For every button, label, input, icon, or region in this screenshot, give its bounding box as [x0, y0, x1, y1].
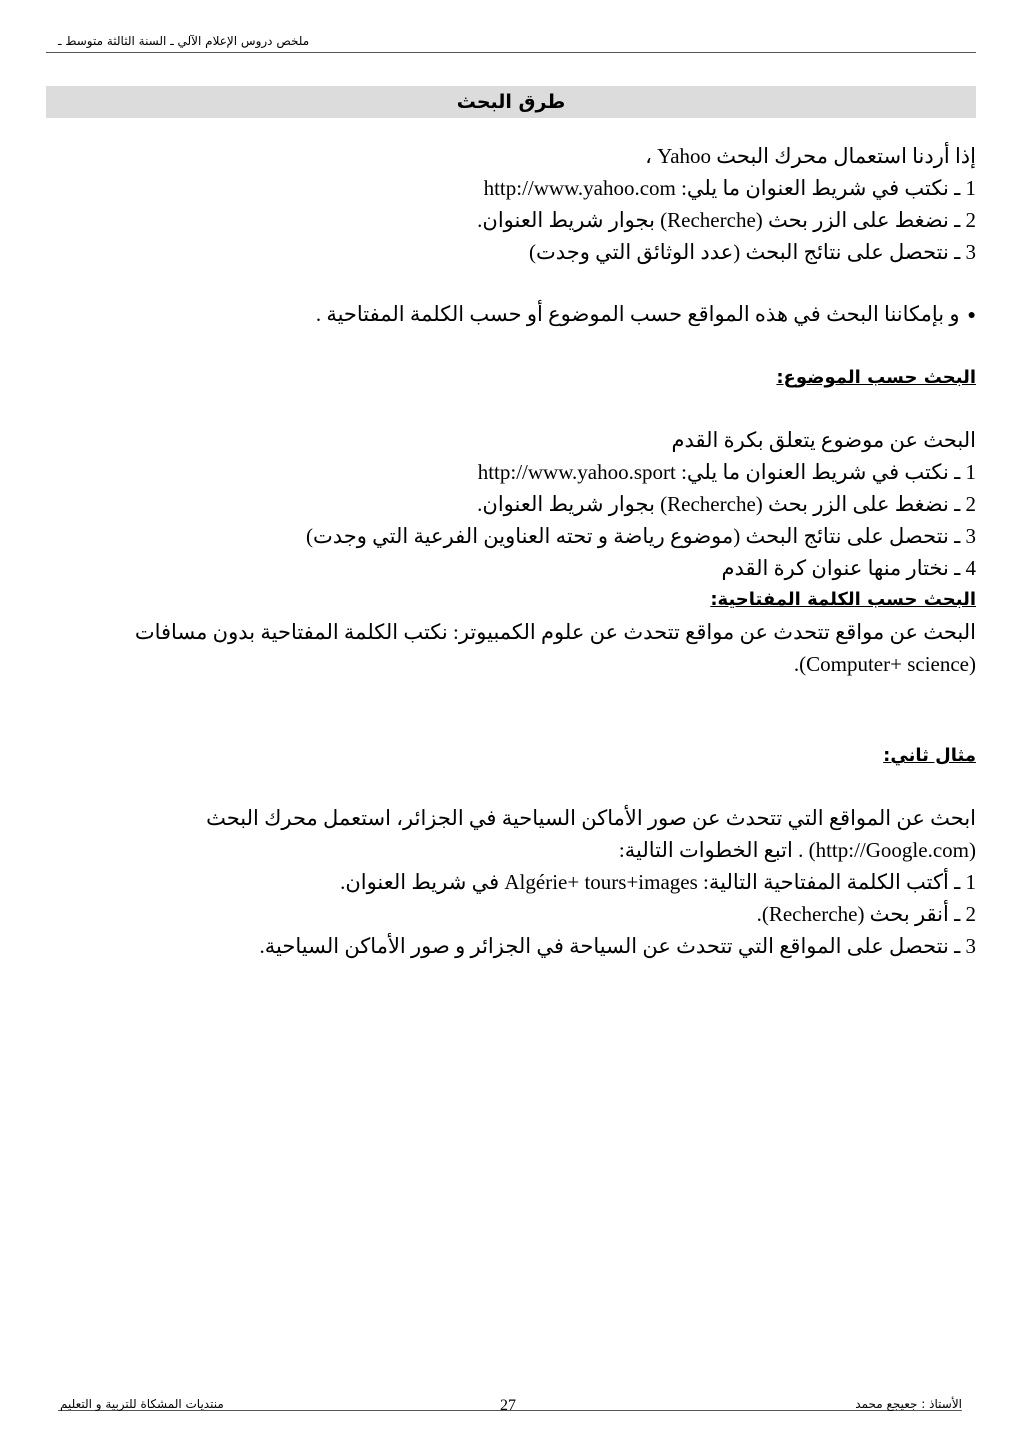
example-line: (http://Google.com) . اتبع الخطوات التالية:: [618, 838, 976, 863]
intro-line: 3 ـ نتحصل على نتائج البحث (عدد الوثائق التي وجدت): [528, 240, 976, 264]
page-title: طرق البحث: [46, 86, 976, 118]
example-line: ابحث عن المواقع التي تتحدث عن صور الأماكن السياحية في الجزائر، استعمل محرك البحث: [206, 806, 976, 831]
intro-line: 1 ـ نكتب في شريط العنوان ما يلي: http://www.yahoo.com: [483, 176, 976, 200]
example-line: 3 ـ نتحصل على المواقع التي تتحدث عن السياحة في الجزائر و صور الأماكن السياحية.: [259, 934, 976, 959]
section-heading-example: مثال ثاني:: [883, 745, 976, 767]
topic-line: 2 ـ نضغط على الزر بحث (Recherche) بجوار شريط العنوان.: [477, 492, 976, 517]
topic-line: 1 ـ نكتب في شريط العنوان ما يلي: http://www.yahoo.sport: [477, 460, 976, 485]
section-heading-topic: البحث حسب الموضوع:: [776, 367, 976, 389]
section-heading-keyword: البحث حسب الكلمة المفتاحية:: [710, 589, 976, 611]
bullet-text: و بإمكاننا البحث في هذه المواقع حسب الموضوع أو حسب الكلمة المفتاحية .: [315, 302, 960, 326]
intro-line: 2 ـ نضغط على الزر بحث (Recherche) بجوار شريط العنوان.: [477, 208, 976, 232]
footer-forum-name: منتديات المشكاة للتربية و التعليم: [60, 1397, 224, 1411]
main-content: [120, 140, 976, 962]
topic-line: 3 ـ نتحصل على نتائج البحث (موضوع رياضة و تحته العناوين الفرعية التي وجدت): [305, 524, 976, 549]
footer-author: الأستاذ : جعيجع محمد: [855, 1397, 962, 1411]
header-rule: [46, 52, 976, 53]
page-number: 27: [500, 1397, 516, 1414]
keyword-line: البحث عن مواقع تتحدث عن مواقع تتحدث عن علوم الكمبيوتر: نكتب الكلمة المفتاحية بدون مسافات: [134, 620, 976, 645]
example-line: 2 ـ أنقر بحث (Recherche).: [756, 902, 976, 927]
intro-line: إذا أردنا استعمال محرك البحث Yahoo ،: [645, 144, 976, 168]
topic-line: البحث عن موضوع يتعلق بكرة القدم: [671, 428, 976, 453]
topic-line: 4 ـ نختار منها عنوان كرة القدم: [721, 556, 976, 581]
example-line: 1 ـ أكتب الكلمة المفتاحية التالية: Algérie+ tours+images في شريط العنوان.: [340, 870, 976, 895]
bullet-note: [120, 298, 976, 332]
header-text: ملخص دروس الإعلام الآلي ـ السنة الثالثة متوسط ـ: [58, 34, 310, 48]
keyword-line: (Computer+ science).: [793, 652, 976, 677]
